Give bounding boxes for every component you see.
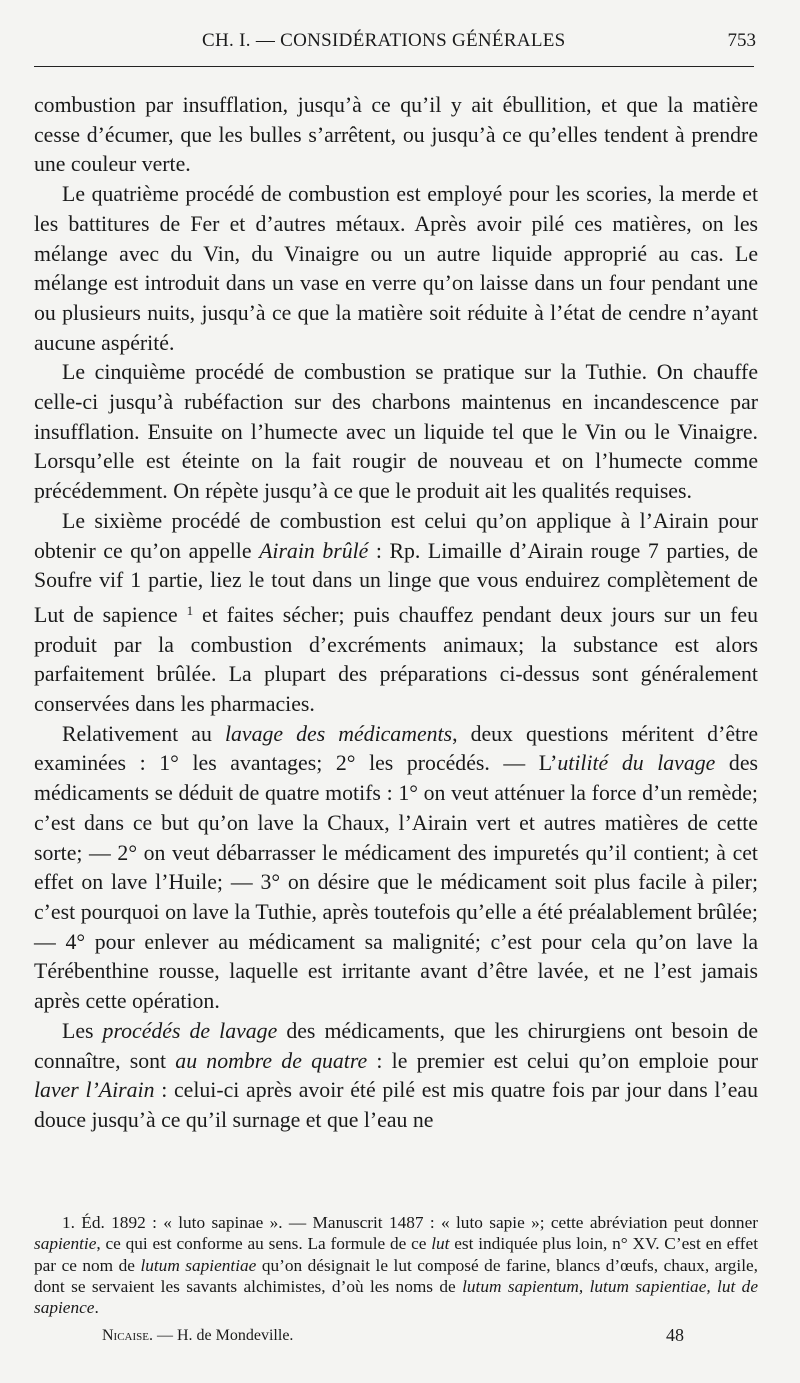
italic-term: lutum sapientiae — [140, 1255, 257, 1275]
italic-term: sapientie — [34, 1234, 97, 1254]
text-run: des médicaments, que les chirurgiens ont besoin de connaître, sont — [34, 1018, 759, 1073]
text-run: 1. Éd. 1892 : « luto sapinae ». — Manuscrit 1487 : « luto sapie »; cette abréviation peut donner — [62, 1213, 758, 1232]
text-run: Les — [62, 1018, 103, 1043]
italic-term: laver l’Airain — [34, 1078, 155, 1103]
italic-term: procédés de lavage — [102, 1018, 278, 1043]
paragraph: combustion par insufflation, jusqu’à ce qu’il y ait ébullition, et que la matière cesse d’écumer, que les bulles s’arrêtent, ou jusqu’à ce qu’elles tendent à prendre une couleur verte. — [34, 93, 758, 177]
running-head — [32, 30, 756, 58]
paragraph: Le cinquième procédé de combustion se pratique sur la Tuthie. On chauffe celle-ci jusqu’à rubéfaction sur des charbons maintenus en incandescence par insufflation. Ensuite on l’humecte avec un liquide tel que le Vin ou le Vinaigre. Lorsqu’elle est éteinte on la fait rougir de nouveau et on l’humecte comme précédemment. On répète jusqu’à ce que le produit ait les qualités requises. — [34, 360, 758, 504]
body-text — [34, 91, 758, 1136]
header-rule — [34, 66, 754, 67]
work-title: — H. de Mondeville. — [153, 1327, 294, 1344]
text-run: Le sixième procédé de combustion est celui qu’on applique à l’Airain pour obtenir ce qu’on appelle — [34, 508, 758, 563]
italic-term: lutum sapientum, lutum sapientiae, lut de sapience — [34, 1276, 758, 1318]
footnotes — [34, 1212, 758, 1318]
text-run: , ce qui est conforme au sens. La formule de ce — [96, 1234, 432, 1254]
page-number: 753 — [727, 30, 756, 51]
text-run: des médicaments se déduit de quatre motifs : 1° on veut atténuer la force d’un remède; c’est dans ce but qu’on lave la Chaux, l’Airain vert et autres matières de cette sorte; — 2° on veut débarrasser le médicament des impuretés qu’il contient; à cet effet on lave l’Huile; — 3° on désire que le médicament soit plus facile à piler; c’est pourquoi on lave la Tuthie, après toutefois qu’elle a été préalablement brûlée; — 4° pour enlever au médicament sa malignité; c’est pour cela qu’on lave la Térébenthine rousse, laquelle est irritante avant d’être lavée, et ne l’est jamais après cette opération. — [34, 751, 758, 1014]
author-name: Nicaise. — [102, 1327, 153, 1344]
footnote — [34, 1212, 758, 1318]
italic-term: utilité du lavage — [557, 751, 716, 776]
text-run: et faites sécher; puis chauffez pendant deux jours sur un feu produit par la combustion d’excréments animaux; la substance est alors parfaitement brûlée. La plupart des préparations ci-dessus sont généralement conservées dans les pharmacies. — [34, 602, 758, 717]
sheet-number: 48 — [666, 1325, 684, 1345]
text-run: qu’on désignait le lut composé de farine, blancs d’œufs, chaux, argile, dont se servaient les savants alchimistes, d’où les noms de — [34, 1255, 758, 1296]
text-run: : Rp. Limaille d’Airain rouge 7 parties, de Soufre vif 1 partie, liez le tout dans un linge que vous enduirez complètement de Lut de sapience — [34, 538, 758, 627]
text-run: : celui-ci après avoir été pilé est mis quatre fois par jour dans l’eau douce jusqu’à ce qu’il surnage et que l’eau ne — [34, 1078, 758, 1132]
footnote-ref: 1 — [186, 602, 194, 618]
italic-term: lavage des médicaments — [224, 721, 453, 746]
text-run: Relativement au — [62, 721, 225, 746]
italic-term: au nombre de quatre — [175, 1048, 368, 1073]
running-title: CH. I. — CONSIDÉRATIONS GÉNÉRALES — [202, 30, 566, 51]
text-run: est indiquée plus loin, n° XV. C’est en effet par ce nom de — [34, 1234, 759, 1275]
italic-term: Airain brûlé — [259, 538, 369, 563]
paragraph — [34, 507, 758, 720]
text-run: . — [94, 1298, 99, 1318]
text-run: , deux questions méritent d’être examinées : 1° les avantages; 2° les procédés. — L’ — [34, 721, 758, 776]
paragraph — [34, 1017, 758, 1136]
signature-mark — [102, 1327, 293, 1345]
paragraph: Le quatrième procédé de combustion est employé pour les scories, la merde et les battitures de Fer et d’autres métaux. Après avoir pilé ces matières, on les mélange avec du Vin, du Vinaigre ou un autre liquide approprié au cas. Le mélange est introduit dans un vase en verre qu’on laisse dans un four pendant une ou plusieurs nuits, jusqu’à ce que la matière soit réduite à l’état de cendre n’ayant aucune aspérité. — [34, 182, 758, 355]
italic-term: lut — [431, 1234, 450, 1254]
paragraph — [34, 720, 758, 1017]
text-run: : le premier est celui qu’on emploie pour — [367, 1048, 758, 1073]
